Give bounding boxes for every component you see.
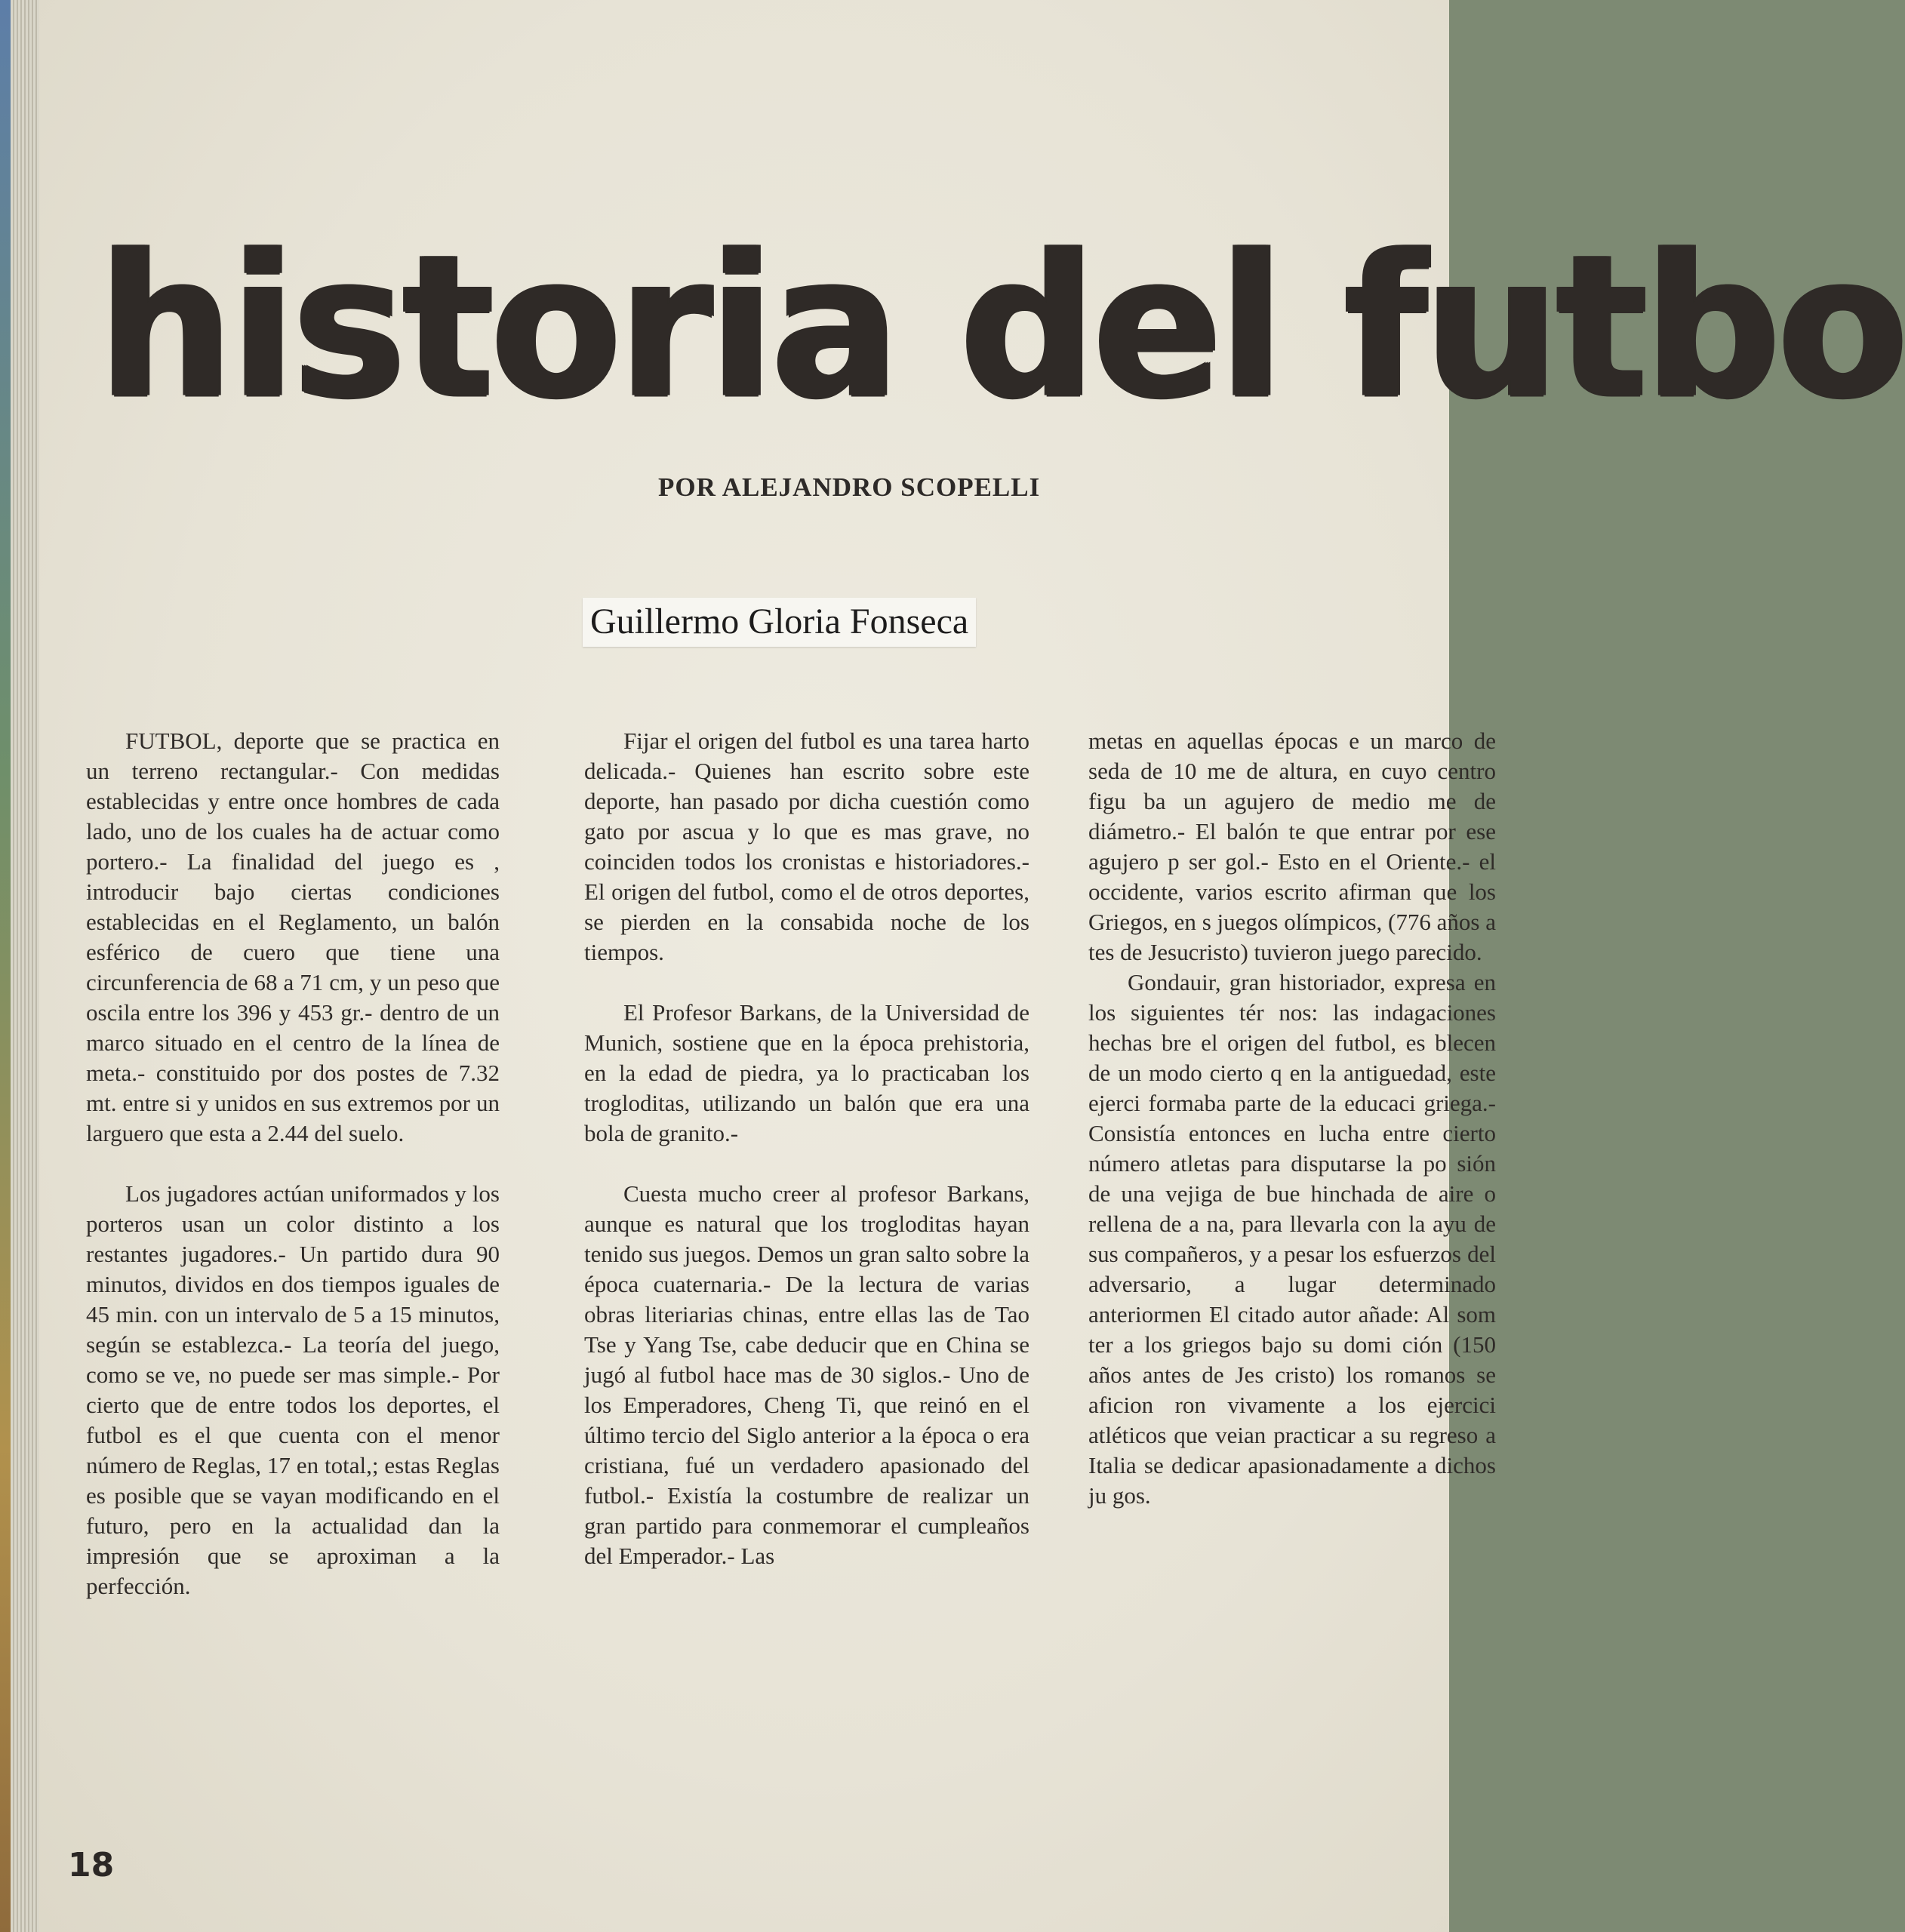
article-column-2 xyxy=(584,726,1029,1601)
article-column-1 xyxy=(86,726,500,1632)
article-column-3 xyxy=(1088,726,1496,1541)
page-number: 18 xyxy=(68,1846,115,1884)
headline: historia del futbo xyxy=(98,212,1905,442)
paragraph: metas en aquellas épocas e un marco de seda de 10 me de altura, en cuyo centro figu ba un agujero de medio me de diámetro.- El balón te que entrar por ese agujero p ser gol.- Esto en el Oriente.- el occidente, varios escrito afirman que los Griegos, en s juegos olímpicos, (776 años a tes de Jesucristo) tuvieron juego parecido. xyxy=(1088,728,1496,965)
paragraph: Fijar el origen del futbol es una tarea harto delicada.- Quienes han escrito sobre este deporte, han pasado por dicha cuestión como gato por ascua y lo que es mas grave, no coinciden todos los cronistas e historiadores.- El origen del futbol, como el de otros deportes, se pierden en la consabida noche de los tiempos. xyxy=(584,728,1029,965)
paragraph: El Profesor Barkans, de la Universidad de Munich, sostiene que en la época prehistoria, en la edad de piedra, ya lo practicaban los trogloditas, utilizando un balón que era una bola de granito.- xyxy=(584,999,1029,1146)
paragraph: Gondauir, gran historiador, expresa en los siguientes tér nos: las indagaciones hechas bre el origen del futbol, es blecen de un modo cierto q en la antiguedad, este ejerci formaba parte de la educaci griega.- Consistía entonces en lucha entre cierto número atletas para disputarse la po sión de una vejiga de bue hinchada de aire o rellena de a na, para llevarla con la ayu de sus compañeros, y a pesar los esfuerzos del adversario, a lugar determinado anteriormen El citado autor añade: Al som ter a los griegos bajo su domi ción (150 años antes de Jes cristo) los romanos se aficion ron vivamente a los ejercici atléticos que veian practicar a su regreso a Italia se dedicar apasionadamente a dichos ju gos. xyxy=(1088,969,1496,1509)
paragraph: Cuesta mucho creer al profesor Barkans, aunque es natural que los trogloditas hayan tenido sus juegos. Demos un gran salto sobre la época cuaternaria.- De la lectura de varias obras literiarias chinas, entre ellas las de Tao Tse y Yang Tse, cabe deducir que en China se jugó al futbol hace mas de 30 siglos.- Uno de los Emperadores, Cheng Ti, que reinó en el último tercio del Siglo anterior a la época o era cristiana, fué un verdadero apasionado del futbol.- Existía la costumbre de realizar un gran partido para conmemorar el cumpleaños del Emperador.- Las xyxy=(584,1180,1029,1569)
magazine-page xyxy=(39,0,1905,1932)
paragraph: FUTBOL, deporte que se practica en un terreno rectangular.- Con medidas establecidas y entre once hombres de cada lado, uno de los cuales ha de actuar como portero.- La finalidad del juego es , introducir bajo ciertas condiciones establecidas en el Reglamento, un balón esférico de cuero que tiene una circunferencia de 68 a 71 cm, y un peso que oscila entre los 396 y 453 gr.- dentro de un marco situado en el centro de la línea de meta.- constituido por dos postes de 7.32 mt. entre si y unidos en sus extremos por un larguero que esta a 2.44 del suelo. xyxy=(86,728,500,1146)
attribution-label: Guillermo Gloria Fonseca xyxy=(583,598,976,647)
byline: POR ALEJANDRO SCOPELLI xyxy=(658,472,1041,502)
paragraph: Los jugadores actúan uniformados y los porteros usan un color distinto a los restantes jugadores.- Un partido dura 90 minutos, dividos en dos tiempos iguales de 45 min. con un intervalo de 5 a 15 minutos, según se establezca.- La teoría del juego, como se ve, no puede ser mas simple.- Por cierto que de entre todos los deportes, el futbol es el que cuenta con el menor número de Reglas, 17 en total,; estas Reglas es posible que se vayan modificando en el futuro, pero en la actualidad dan la impresión que se aproximan a la perfección. xyxy=(86,1180,500,1599)
